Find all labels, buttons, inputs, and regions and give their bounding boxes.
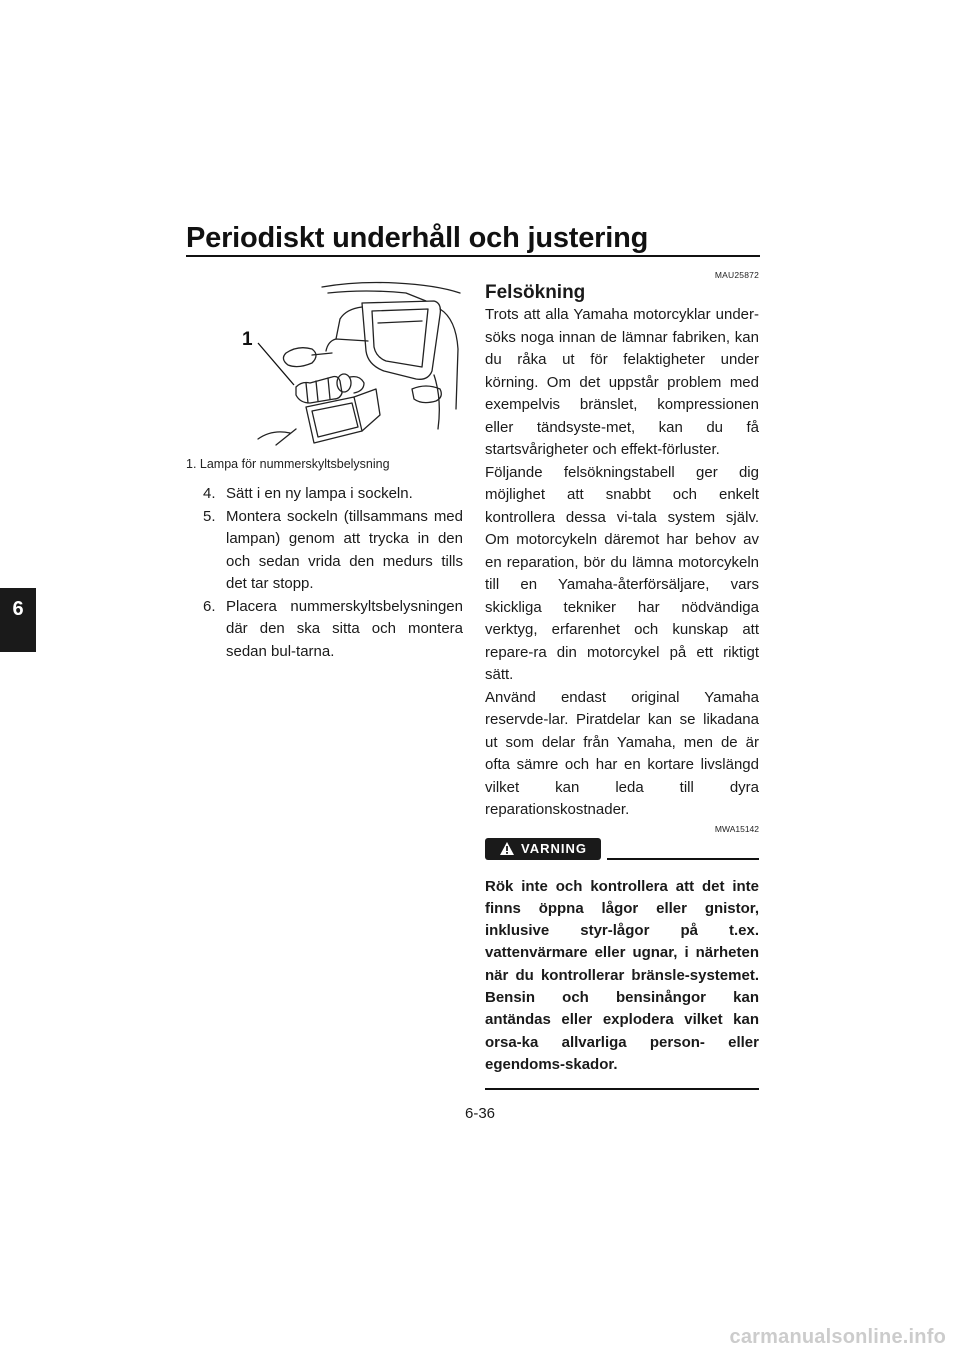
chapter-number: 6 <box>12 598 24 620</box>
warning-rule <box>607 858 759 860</box>
list-item <box>203 506 463 596</box>
warning-code: MWA15142 <box>714 823 759 834</box>
callout-leader <box>258 343 294 385</box>
step-number: 4. <box>203 485 216 502</box>
list-item <box>203 483 463 506</box>
warning-header <box>485 838 759 862</box>
list-item <box>203 596 463 664</box>
section-code: MAU25872 <box>714 270 759 280</box>
step-number: 5. <box>203 507 216 525</box>
motorcycle-rear-illustration <box>236 279 462 449</box>
paragraph: Följande felsökningstabell ger dig möjlighet att snabbt och enkelt kontrollera dessa vi-tala system själv. Om motorcykeln däremot har behov av en reparation, bör du lämna motorcykeln till en Yamaha-återförsäljare, vars skickliga tekniker har nödvändiga verktyg, erfarenhet och kunskap att repare-ra din motorcykel på ett riktigt sätt. <box>485 463 759 683</box>
step-text: Montera sockeln (tillsammans med lampan) genom att trycka in den och sedan vrida den medurs tills det tar stopp. <box>226 507 463 592</box>
warning-bottom-rule <box>485 1088 759 1090</box>
title-rule <box>186 255 760 257</box>
warning-label: VARNING <box>521 841 587 856</box>
step-text: Sätt i en ny lampa i sockeln. <box>226 485 413 502</box>
callout-label: 1 <box>242 329 253 350</box>
step-list <box>203 483 463 663</box>
step-text: Placera nummerskyltsbelysningen där den ska sitta och montera sedan bul-tarna. <box>226 597 463 660</box>
watermark: carmanualsonline.info <box>729 1326 946 1348</box>
paragraph: Använd endast original Yamaha reservde-lar. Piratdelar kan se likadana ut som delar från Yamaha, men de är ofta sämre och har en kortare livslängd vilket kan leda till dyra reparationskostnader. <box>485 688 759 818</box>
step-number: 6. <box>203 597 216 615</box>
section-heading: Felsökning <box>485 282 586 303</box>
troubleshooting-section <box>485 270 759 1090</box>
warning-text: Rök inte och kontrollera att det inte finns öppna lågor eller gnistor, inklusive styr-lågor på t.ex. vattenvärmare eller ugnar, i närheten när du kontrollerar bränsle-systemet. Bensin och bensinångor kan antändas eller explodera vilket kan orsa-ka allvarliga person- eller egendoms-skador. <box>485 877 759 1073</box>
page-number: 6-36 <box>464 1105 496 1122</box>
paragraph: Trots att alla Yamaha motorcyklar under-söks noga innan de lämnar fabriken, kan du råka ut för felaktigheter under körning. Om det uppstår problem med exempelvis bränslet, kompressionen eller tändsyste-met, kan du få startsvårigheter och effekt-förluster. <box>485 306 759 458</box>
license-light-illustration <box>236 279 462 449</box>
warning-triangle-icon <box>499 841 515 856</box>
warning-badge <box>485 838 601 860</box>
figure-caption: 1. Lampa för nummerskyltsbelysning <box>186 457 390 471</box>
page-title: Periodiskt underhåll och justering <box>186 222 649 254</box>
